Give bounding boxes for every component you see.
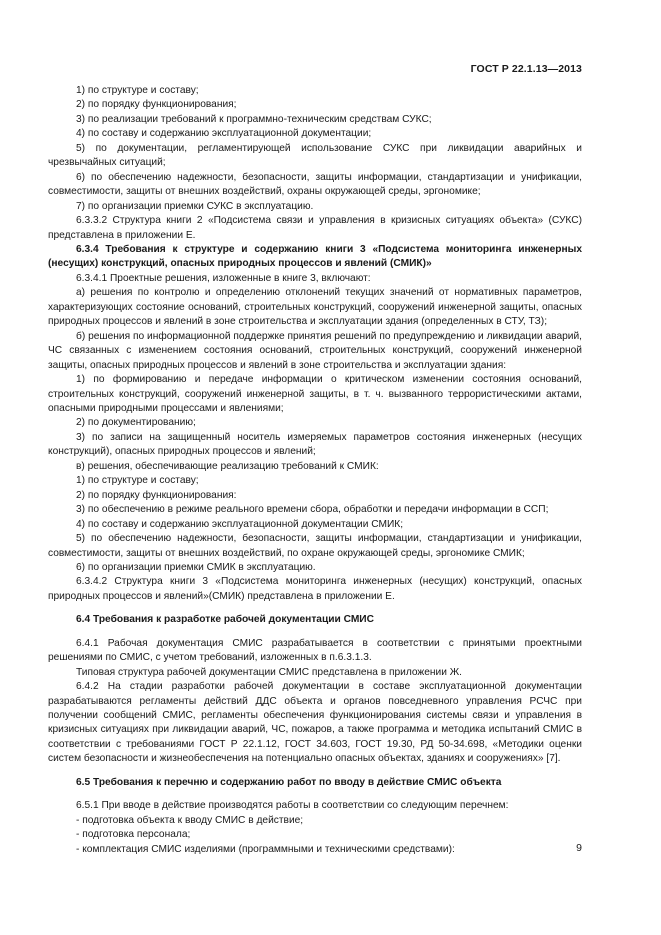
list-item: 5) по обеспечению надежности, безопасности, защиты информации, стандартизации и унификации, совместимости, защиты от внешних воздействий, по охране окружающей среды, эргономике СМИК; xyxy=(48,533,582,559)
paragraph: Типовая структура рабочей документации СМИС представлена в приложении Ж. xyxy=(76,666,462,678)
list-item: 3) по реализации требований к программно-техническим средствам СУКС; xyxy=(76,113,432,125)
clause-6-4-1: 6.4.1 Рабочая документация СМИС разрабатывается в соответствии с принятыми проектными решениями по СМИС, с учетом требований, изложенных в п.6.3.1.3. xyxy=(48,637,582,664)
list-item: 4) по составу и содержанию эксплуатационной документации; xyxy=(76,128,372,140)
page-body xyxy=(48,84,582,857)
list-item: 6) по организации приемки СМИК в эксплуатацию. xyxy=(76,561,316,573)
clause-6-4-2: 6.4.2 На стадии разработки рабочей документации в составе эксплуатационной документации разрабатываются регламенты действий ДДС объекта и органов повседневного управления РСЧС при получении сообщений СМИС, регламенты обеспечения функционирования системы связи и управления в кризисных ситуациях при ликвидации аварий, ЧС, пожаров, а также программа и методика испытаний СМИС в соответствии с требованиями ГОСТ Р 22.1.12, ГОСТ 34.603, ГОСТ 19.30, РД 50-34.698, «Методики оценки систем безопасности и жизнеобеспечения на потенциально опасных объектах, зданиях и сооружениях» [7]. xyxy=(48,681,582,765)
list-item: - подготовка объекта к вводу СМИС в действие; xyxy=(76,814,304,826)
list-item: 1) по структуре и составу; xyxy=(76,475,199,487)
list-item: 1) по формированию и передаче информации о критическом изменении состояния оснований, строительных конструкций, сооружений инженерной защиты, в т. ч. вызванного террористическими актами, опасными природными процессами и явлениями; xyxy=(48,374,582,414)
list-item: в) решения, обеспечивающие реализацию требований к СМИК: xyxy=(76,460,379,472)
section-heading-6-5: 6.5 Требования к перечню и содержанию работ по вводу в действие СМИС объекта xyxy=(76,776,502,788)
clause-6-5-1: 6.5.1 При вводе в действие производятся работы в соответствии со следующим перечнем: xyxy=(76,800,509,812)
list-item: 4) по составу и содержанию эксплуатационной документации СМИК; xyxy=(76,518,404,530)
list-item: 2) по порядку функционирования; xyxy=(76,99,237,111)
list-item: 5) по документации, регламентирующей использование СУКС при ликвидации аварийных и чрезвычайных ситуаций; xyxy=(48,142,582,169)
clause-6-3-4-1: 6.3.4.1 Проектные решения, изложенные в книге 3, включают: xyxy=(76,272,371,284)
list-item: 6) по обеспечению надежности, безопасности, защиты информации, стандартизации и унификации, совместимости, защиты от внешних воздействий, охраны окружающей среды, эргономике; xyxy=(48,171,582,198)
page-number: 9 xyxy=(576,842,582,854)
clause-6-3-3-2: 6.3.3.2 Структура книги 2 «Подсистема связи и управления в кризисных ситуациях объекта» (СУКС) представлена в приложении Е. xyxy=(48,215,582,241)
list-item: 3) по записи на защищенный носитель измеряемых параметров состояния инженерных (несущих конструкций), опасных природных процессов и явлений; xyxy=(48,431,582,458)
list-item: б) решения по информационной поддержке принятия решений по предупреждению и ликвидации аварий, ЧС связанных с изменением состояния оснований, строительных конструкций, сооружений инженерной защиты, опасных природных процессов и явлений в зоне строительства и эксплуатации здания: xyxy=(48,330,582,371)
section-heading-6-3-4: 6.3.4 Требования к структуре и содержанию книги 3 «Подсистема мониторинга инженерных (несущих) конструкций, опасных природных процессов и явлений (СМИК)» xyxy=(48,243,582,270)
list-item: 1) по структуре и составу; xyxy=(76,85,199,96)
list-item: а) решения по контролю и определению отклонений текущих значений от нормативных параметров, характеризующих состояние оснований, строительных конструкций, сооружений инженерной защиты, опасных природных процессов и явлений в зоне строительства и эксплуатации здания (определенных в СТУ, ТЗ); xyxy=(48,287,582,328)
list-item: - подготовка персонала; xyxy=(76,829,191,841)
document-code-header: ГОСТ Р 22.1.13—2013 xyxy=(470,63,582,75)
list-item: - комплектация СМИС изделиями (программными и техническими средствами): xyxy=(76,843,455,855)
list-item: 2) по документированию; xyxy=(76,417,196,429)
list-item: 3) по обеспечению в режиме реального времени сбора, обработки и передачи информации в ССП; xyxy=(76,504,549,516)
list-item: 2) по порядку функционирования: xyxy=(76,489,237,501)
list-item: 7) по организации приемки СУКС в эксплуатацию. xyxy=(76,200,314,212)
section-heading-6-4: 6.4 Требования к разработке рабочей документации СМИС xyxy=(76,614,374,626)
clause-6-3-4-2: 6.3.4.2 Структура книги 3 «Подсистема мониторинга инженерных (несущих) конструкций, опасных природных процессов и явлений»(СМИК) представлена в приложении Е. xyxy=(48,576,582,602)
